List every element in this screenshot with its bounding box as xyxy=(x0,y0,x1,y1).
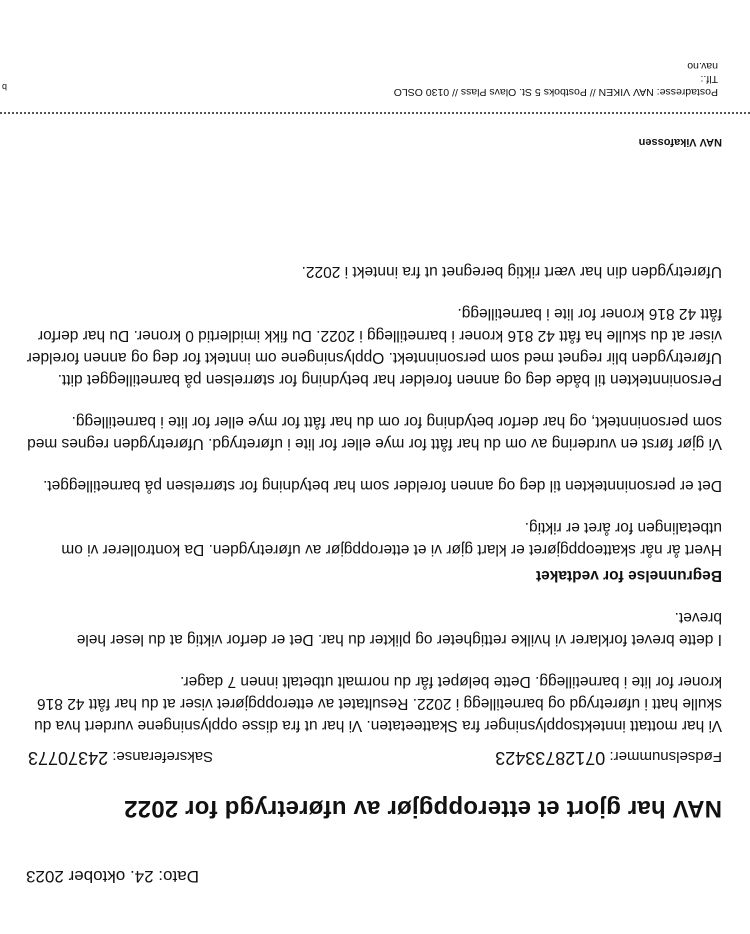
ssn-value: 07128733423 xyxy=(495,748,606,768)
reason-paragraph: Hvert år når skatteoppgjøret er klart gjør vi et etteroppgjør av uføretrygden. Da kontrollerer vi om utbetalingen for året er riktig. xyxy=(61,519,722,558)
letter-body xyxy=(26,240,722,736)
signature: NAV Vikafossen xyxy=(638,136,722,148)
ssn-label: Fødselsnummer: xyxy=(609,748,722,765)
web-address: nav.no xyxy=(687,60,718,72)
page-mark: b xyxy=(1,82,7,92)
letter-date: Dato: 24. oktober 2023 xyxy=(26,867,199,886)
reason-paragraph: Personinntekten til både deg og annen forelder har betydning for størrelsen på barnetillegget ditt. Uføretrygden blir regnet med som personinntekt. Opplysningene om inntekt for deg og annen forelder viser at du skulle ha fått 42 816 kroner i barnetillegg i 2022. Du fikk imidlertid 0 kroner. Du har derfor fått 42 816 kroner for lite i barnetillegg. xyxy=(26,305,722,388)
ssn-field xyxy=(495,747,722,768)
reason-paragraph: Vi gjør først en vurdering av om du har fått for mye eller for lite i uføretrygd. Uføretrygden regnes med som personinntekt, og har derfor betydning for om du har fått for mye eller for lite i barnetillegg. xyxy=(27,413,722,452)
postal-address: Postadresse: NAV VIKEN // Postboks 5 St. Olavs Plass // 0130 OSLO xyxy=(393,86,718,98)
phone-label: Tlf.: xyxy=(700,73,718,85)
reason-paragraph: Det er personinntekten til deg og annen forelder som har betydning for størrelsen på barnetillegget. xyxy=(43,477,722,494)
intro-paragraph: Vi har mottatt inntektsopplysninger fra Skatteetaten. Vi har ut fra disse opplysningene vurdert hva du skulle hatt i uføretrygd og barnetillegg i 2022. Resultatet av etteroppgjøret viser at du har fått 42 816 kroner for lite i barnetillegg. Dette beløpet får du normalt utbetalt innen 7 dager. xyxy=(34,673,722,734)
section-heading: Begrunnelse for vedtaket xyxy=(535,567,722,584)
footer-divider xyxy=(0,112,750,114)
case-reference-label: Saksreferanse: xyxy=(112,748,214,765)
intro-paragraph: I dette brevet forklarer vi hvilke rettigheter og plikter du har. Det er derfor viktig at du leser hele brevet. xyxy=(76,609,722,648)
case-reference-field xyxy=(28,747,213,768)
reason-paragraph: Uføretrygden din har vært riktig beregnet ut fra inntekt i 2022. xyxy=(301,263,722,280)
letter-title: NAV har gjort et etteroppgjør av uføretrygd for 2022 xyxy=(123,795,722,822)
footer-address-block xyxy=(394,59,718,98)
case-reference-value: 24370773 xyxy=(28,748,109,768)
